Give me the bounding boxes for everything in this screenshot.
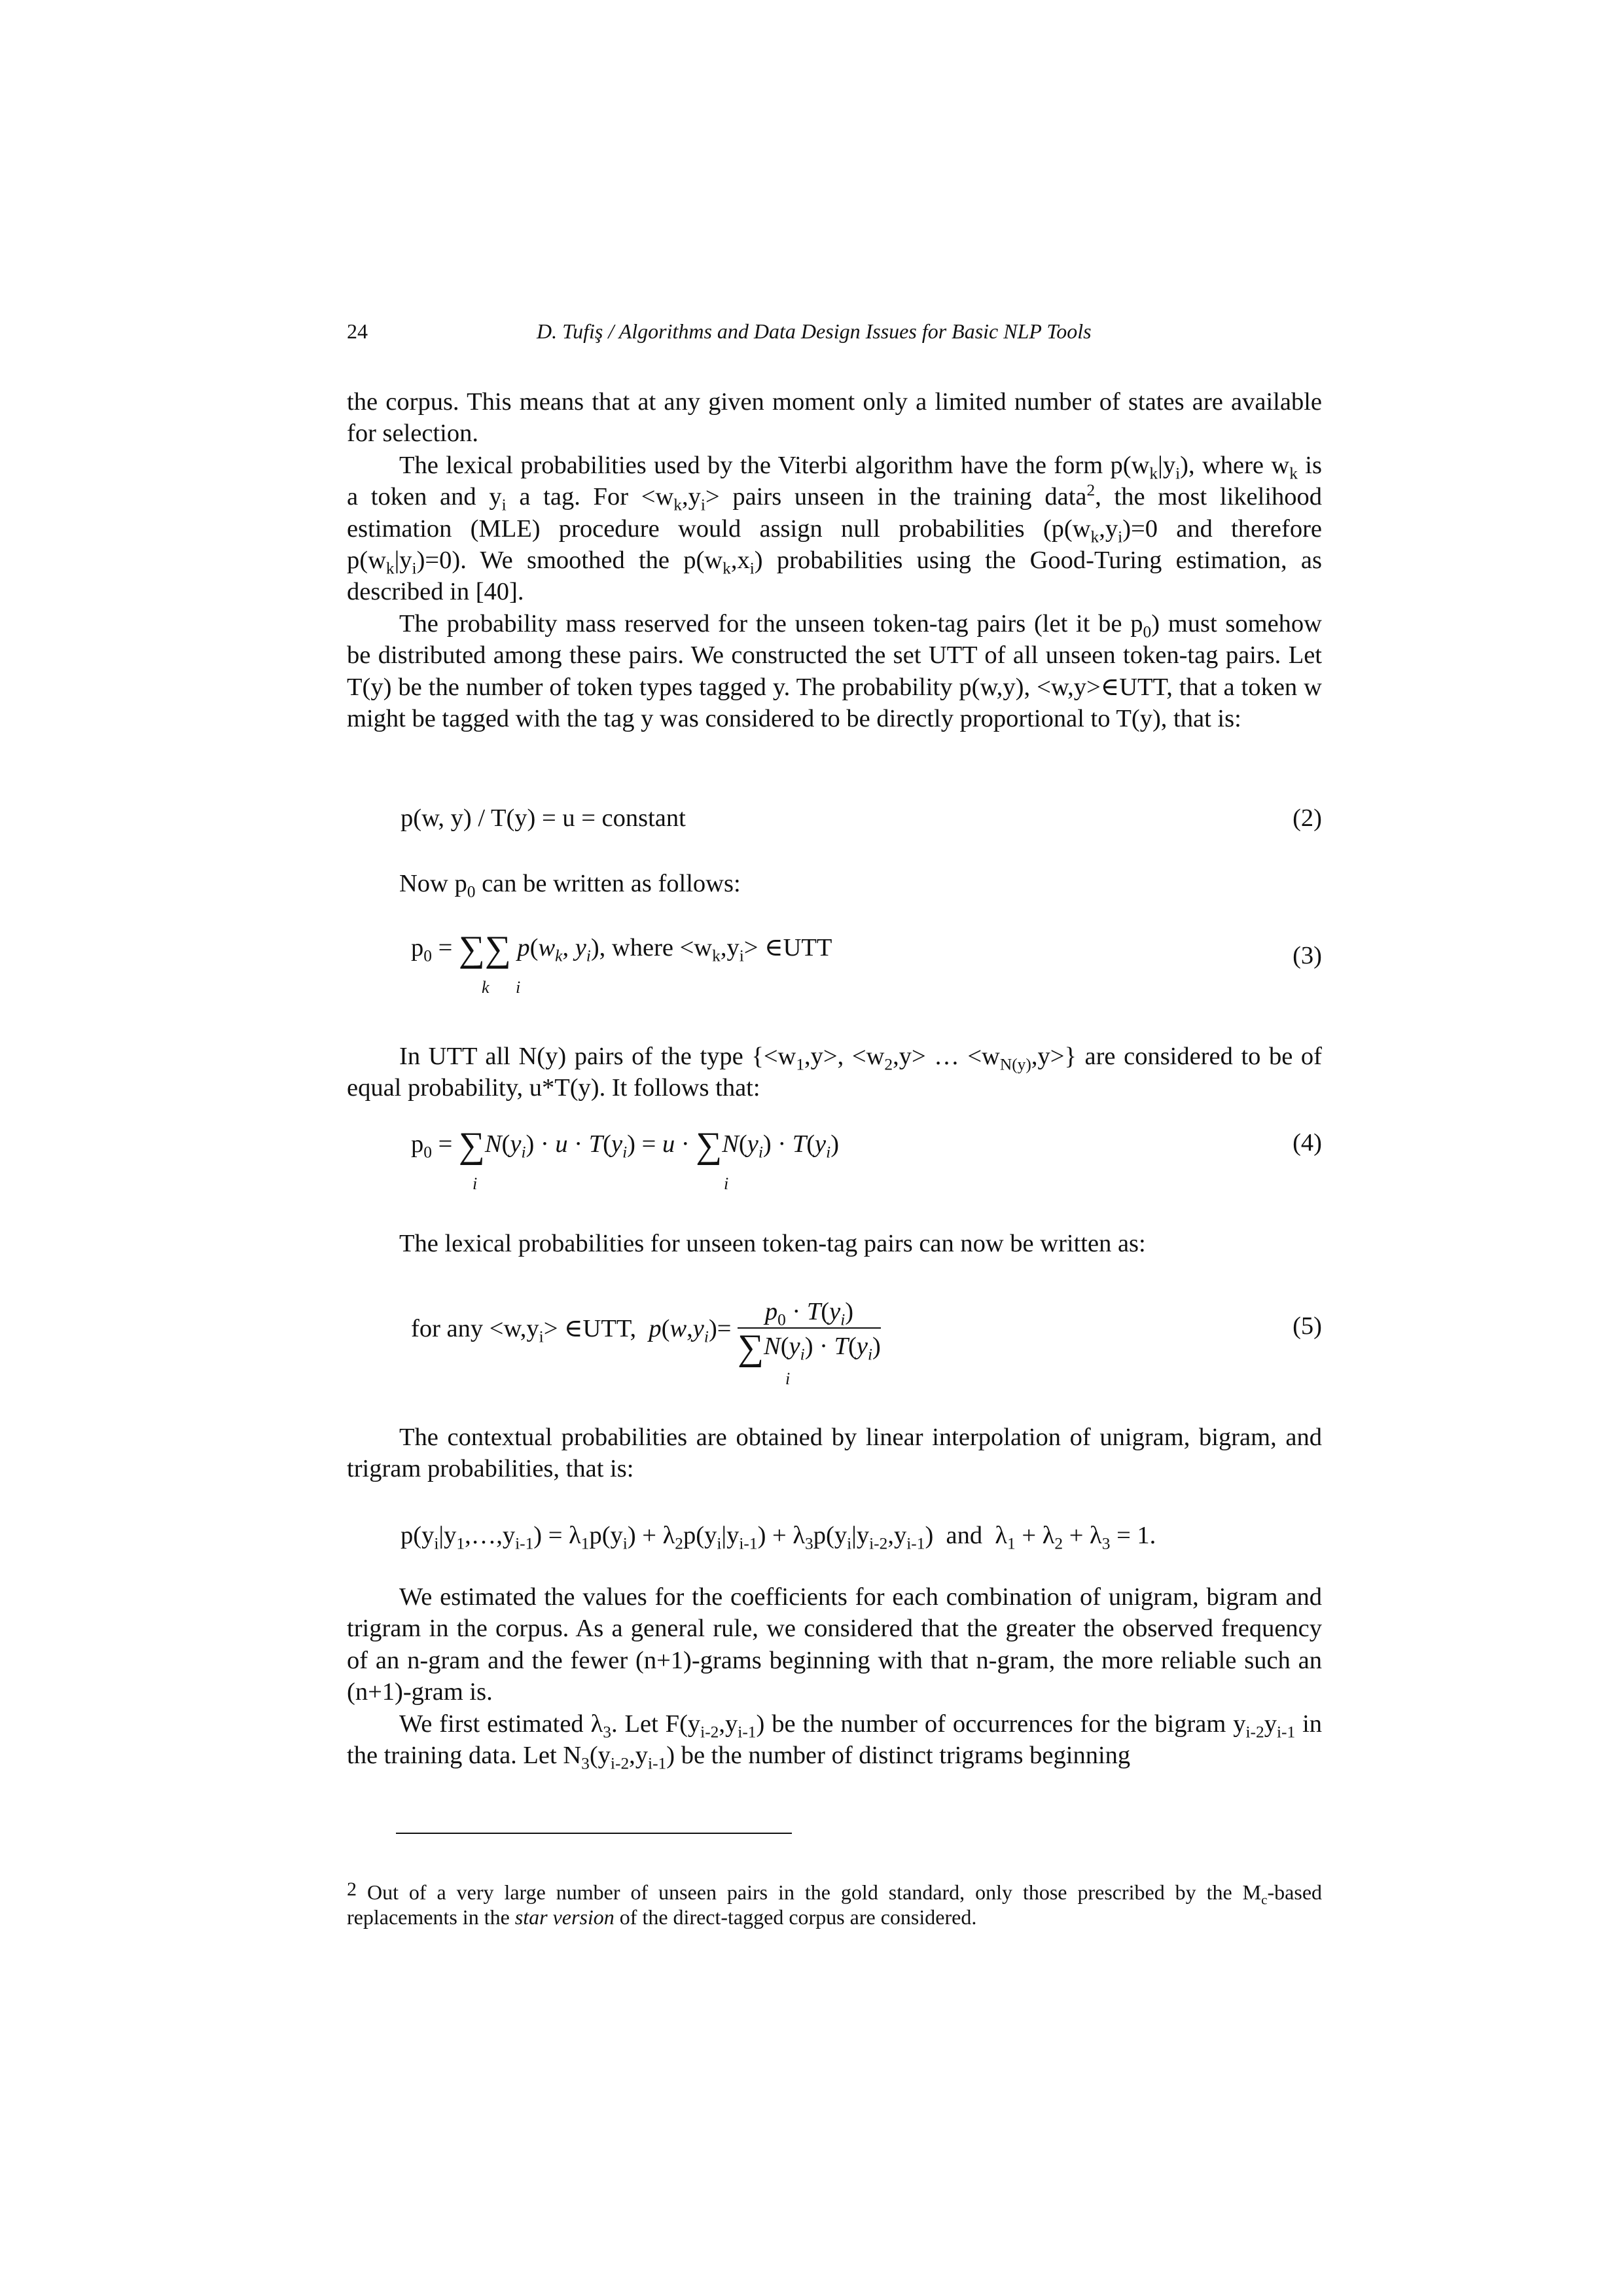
equation-number: (3) [1293,942,1322,969]
footnote: 2 Out of a very large number of unseen pairs in the gold standard, only those prescribed by the $M_c$-based replacements in the star version of the direct-tagged corpus are considered. [347,1878,1323,1929]
equation-interpolation: $p(y_i|y_1,\dots,y_{i-1}) = \lambda_1p(y_i) + \lambda_2p(y_i|y_{i-1}) + \lambda_3p(y_i|y_{i-2},y_{i-1})$ and $\lambda_1 + \lambda_2 + \lambda_3 = 1$. [401,1522,1156,1553]
paragraph: The lexical probabilities for unseen token-tag pairs can now be written as: [399,1230,1146,1257]
paragraph: The contextual probabilities are obtained by linear interpolation of unigram, bigram, and trigram probabilities, that is: [347,1424,1322,1483]
equation-5: for any $<w,y_i>$ ∈UTT, $p(w,y_i)=$ $\frac{p_0 \cdot T(y_i)}{\sum N(y_i) \cdot T(y_i)}$ i [411,1296,881,1365]
footnote-rule [396,1833,792,1834]
paragraph: In UTT all N(y) pairs of the type {$<w_1,y>$, $<w_2,y>$ … $<w_{N(y)},y>$} are considered to be of equal probability, u*T(y). It follows that: [347,1043,1322,1102]
footnote-marker: 2 [347,1878,357,1900]
running-title: D. Tufiş / Algorithms and Data Design Issues for Basic NLP Tools [537,319,1092,343]
equation-number: (4) [1293,1129,1322,1157]
paragraph: We estimated the values for the coefficients for each combination of unigram, bigram and trigram in the corpus. As a general rule, we considered that the greater the observed frequency of an n-gram and the fewer (n+1)-grams beginning with that n-gram, the more reliable such an (n+1)-gram is. [347,1583,1322,1706]
equation-4: $p_0 = \sum N(y_i) \cdot u \cdot T(y_i) = u \cdot \sum N(y_i) \cdot T(y_i)$ i i [411,1125,840,1193]
paragraph: The probability mass reserved for the unseen token-tag pairs (let it be $p_0$) must somehow be distributed among these pairs. We constructed the set UTT of all unseen token-tag pairs. Let T(y) be the number of token types tagged y. The probability p(w,y), <w,y>∈UTT, that a token w might be tagged with the tag y was considered to be directly proportional to T(y), that is: [347,609,1322,733]
paragraph: the corpus. This means that at any given moment only a limited number of states are available for selection. [347,388,1322,448]
paragraph: Now $p_0$ can be written as follows: [399,870,741,901]
body-text-bottom [347,1581,1322,1771]
equation-number: (2) [1293,804,1322,832]
equation-number: (5) [1293,1312,1322,1340]
paragraph: The lexical probabilities used by the Viterbi algorithm have the form $p(w_k|y_i)$, where $w_k$ is a token and $y_i$ a tag. For $<w_k,y_i>$ pairs unseen in the training data$^2$, the most likelihood estimation (MLE) procedure would assign null probabilities ($p(w_k,y_i)=0$ and therefore $p(w_k|y_i)=0$). We smoothed the $p(w_k,x_i)$ probabilities using the Good-Turing estimation, as described in [40]. [347,451,1323,606]
equation-2: p(w, y) / T(y) = u = constant [401,804,686,832]
paragraph: We first estimated $\lambda_3$. Let $F(y_{i-2},y_{i-1})$ be the number of occurrences for the bigram $y_{i-2}y_{i-1}$ in the training data. Let $N_3(y_{i-2},y_{i-1})$ be the number of distinct trigrams beginning [347,1710,1323,1773]
page-number: 24 [347,319,368,343]
equation-3: $p_0$ = ∑∑ $p(w_k$, $y_i$), where $<w_k,y_i>$ ∈UTT k i [411,929,832,997]
body-text-top [347,386,1322,734]
